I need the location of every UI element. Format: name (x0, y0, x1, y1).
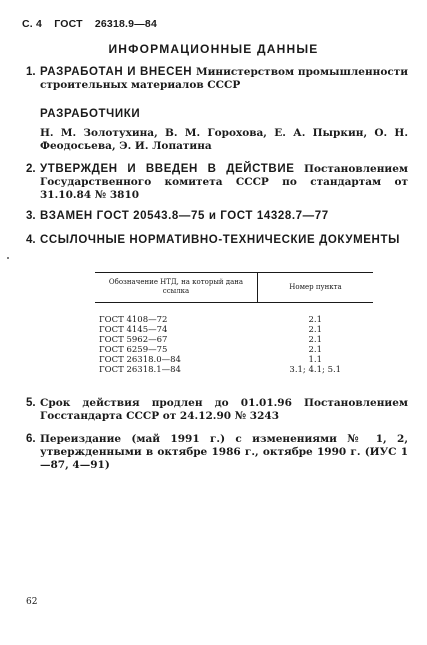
page-title: ИНФОРМАЦИОННЫЕ ДАННЫЕ (108, 42, 319, 56)
table-cell-item: 2.1 (308, 325, 323, 335)
table-row (95, 355, 373, 365)
section-number: 1. (26, 66, 36, 78)
table-row (95, 303, 373, 326)
section-heading: РАЗРАБОТАН И ВНЕСЕН (40, 66, 193, 78)
section-number: 4. (26, 234, 36, 246)
section-number: 3. (26, 210, 36, 222)
section-heading: ССЫЛОЧНЫЕ НОРМАТИВНО-ТЕХНИЧЕСКИЕ ДОКУМЕНТЫ (40, 234, 400, 246)
table-cell-document: ГОСТ 26318.0—84 (99, 355, 181, 365)
header-standard-number: 26318.9—84 (94, 18, 157, 30)
page-number: 62 (26, 597, 38, 607)
section-4 (26, 234, 408, 247)
table-header-row (95, 273, 373, 303)
section-text: Постановлением Государственного комитета СССР по стандартам от 31.10.84 № 3810 (40, 163, 408, 201)
section-6 (26, 433, 408, 472)
table-cell-item: 1.1 (308, 355, 323, 365)
section-text: Срок действия продлен до 01.01.96 Постановлением Госстандарта СССР от 24.12.90 № 3243 (40, 397, 408, 422)
header-gost-label: ГОСТ (54, 18, 83, 30)
table-cell-document: ГОСТ 4108—72 (99, 315, 168, 325)
section-number: 6. (26, 433, 36, 445)
section-heading: УТВЕРЖДЕН И ВВЕДЕН В ДЕЙСТВИЕ (40, 163, 295, 175)
table-cell-document: ГОСТ 4145—74 (99, 325, 168, 335)
table-cell-item: 2.1 (308, 345, 323, 355)
developers-names: Н. М. Золотухина, В. М. Горохова, Е. А. Пыркин, О. Н. Феодосьева, Э. И. Лопатина (40, 127, 408, 152)
table-cell-item: 3.1; 4.1; 5.1 (289, 365, 342, 375)
table-cell-item: 2.1 (308, 315, 323, 325)
developers-heading: РАЗРАБОТЧИКИ (40, 108, 141, 120)
table-row (95, 345, 373, 355)
section-5 (26, 397, 408, 423)
section-text: Переиздание (май 1991 г.) с изменениями № 1, 2, утвержденными в октябре 1986 г., октябре 1990 г. (ИУС 1—87, 4—91) (40, 433, 408, 471)
section-number: 2. (26, 163, 36, 175)
reference-documents-table (95, 272, 373, 375)
header-page-label: С. 4 (22, 18, 43, 30)
section-number: 5. (26, 397, 36, 409)
section-2 (26, 163, 408, 202)
table-row (95, 325, 373, 335)
table-row (95, 335, 373, 345)
section-3 (26, 210, 408, 223)
table-cell-item: 2.1 (308, 335, 323, 345)
section-heading: ВЗАМЕН ГОСТ 20543.8—75 и ГОСТ 14328.7—77 (40, 210, 329, 222)
column-header-item: Номер пункта (258, 273, 374, 303)
page-header (22, 18, 166, 30)
table-row (95, 365, 373, 375)
table-cell-document: ГОСТ 6259—75 (99, 345, 168, 355)
column-header-document: Обозначение НТД, на который дана ссылка (95, 273, 258, 303)
table-cell-document: ГОСТ 5962—67 (99, 335, 168, 345)
section-1 (26, 66, 408, 92)
section-text: Министерством промышленности строительных материалов СССР (40, 66, 409, 91)
scan-speck (7, 257, 9, 259)
table-cell-document: ГОСТ 26318.1—84 (99, 365, 181, 375)
